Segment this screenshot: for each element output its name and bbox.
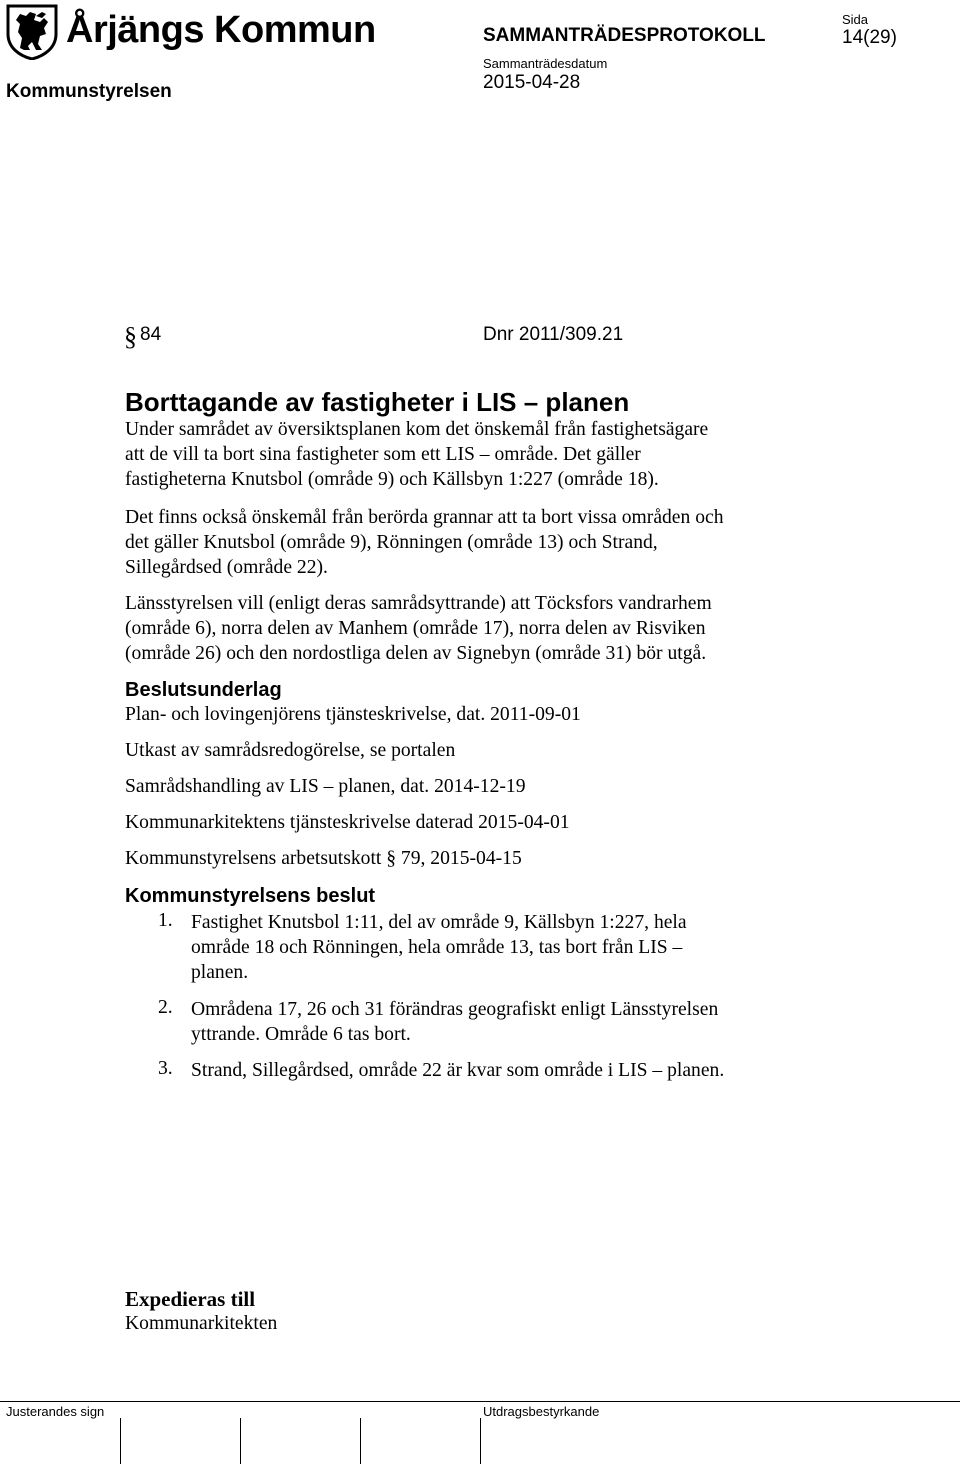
decision-number: 2. xyxy=(158,997,173,1018)
page-number: 14(29) xyxy=(842,27,897,48)
meeting-date-label: Sammanträdesdatum xyxy=(483,56,608,71)
certification-label: Utdragsbestyrkande xyxy=(483,1404,600,1419)
signature-box-divider xyxy=(240,1418,241,1464)
reference-item: Utkast av samrådsredogörelse, se portalen xyxy=(125,740,456,761)
reference-item: Kommunstyrelsens arbetsutskott § 79, 2015-04-15 xyxy=(125,848,522,869)
body-paragraph-2 xyxy=(125,505,825,580)
paragraph-line: (område 6), norra delen av Manhem (område 17), norra delen av Risviken xyxy=(125,618,706,639)
paragraph-line: Sillegårdsed (område 22). xyxy=(125,557,328,578)
signature-box-divider xyxy=(120,1418,121,1464)
decision-line: område 18 och Rönningen, hela område 13, tas bort från LIS – xyxy=(191,937,683,958)
paragraph-line: fastigheterna Knutsbol (område 9) och Källsbyn 1:227 (område 18). xyxy=(125,469,659,490)
decision-number: 3. xyxy=(158,1058,173,1079)
decision-text xyxy=(191,997,718,1047)
paragraph-symbol: § xyxy=(124,322,137,351)
diary-number: Dnr 2011/309.21 xyxy=(483,324,624,345)
body-paragraph-1 xyxy=(125,417,825,492)
signature-box-divider xyxy=(360,1418,361,1464)
footer-divider xyxy=(0,1401,960,1402)
decision-text xyxy=(191,910,687,985)
decision-heading: Kommunstyrelsens beslut xyxy=(125,885,376,907)
paragraph-line: (område 26) och den nordostliga delen av Signebyn (område 31) bör utgå. xyxy=(125,643,707,664)
decision-number: 1. xyxy=(158,910,173,931)
page-label: Sida xyxy=(842,12,869,27)
body-paragraph-3 xyxy=(125,591,825,666)
reference-item: Kommunarkitektens tjänsteskrivelse daterad 2015-04-01 xyxy=(125,812,570,833)
decision-line: Områdena 17, 26 och 31 förändras geografiskt enligt Länsstyrelsen xyxy=(191,999,719,1020)
section-title: Borttagande av fastigheter i LIS – planen xyxy=(125,387,630,417)
organization: Kommunstyrelsen xyxy=(6,81,172,102)
coat-of-arms-lion-icon xyxy=(6,4,58,60)
decision-basis-heading: Beslutsunderlag xyxy=(125,679,282,701)
document-type: SAMMANTRÄDESPROTOKOLL xyxy=(483,25,766,46)
distribution-recipient: Kommunarkitekten xyxy=(125,1313,278,1334)
paragraph-line: att de vill ta bort sina fastigheter som ett LIS – område. Det gäller xyxy=(125,444,641,465)
paragraph-line: Länsstyrelsen vill (enligt deras samrådsyttrande) att Töcksfors vandrarhem xyxy=(125,593,712,614)
reference-item: Plan- och lovingenjörens tjänsteskrivelse, dat. 2011-09-01 xyxy=(125,704,581,725)
paragraph-line: Det finns också önskemål från berörda grannar att ta bort vissa områden och xyxy=(125,507,724,528)
paragraph-line: Under samrådet av översiktsplanen kom det önskemål från fastighetsägare xyxy=(125,419,709,440)
reference-item: Samrådshandling av LIS – planen, dat. 2014-12-19 xyxy=(125,776,526,797)
decision-text xyxy=(191,1058,724,1083)
decision-line: planen. xyxy=(191,962,249,983)
decision-line: yttrande. Område 6 tas bort. xyxy=(191,1024,411,1045)
signature-box-divider xyxy=(480,1418,481,1464)
adjuster-signature-label: Justerandes sign xyxy=(6,1404,105,1419)
distribution-heading: Expedieras till xyxy=(125,1287,256,1311)
decision-line: Fastighet Knutsbol 1:11, del av område 9, Källsbyn 1:227, hela xyxy=(191,912,687,933)
meeting-date: 2015-04-28 xyxy=(483,72,581,93)
decision-line: Strand, Sillegårdsed, område 22 är kvar som område i LIS – planen. xyxy=(191,1060,725,1081)
municipality-name: Årjängs Kommun xyxy=(66,9,376,51)
paragraph-line: det gäller Knutsbol (område 9), Rönningen (område 13) och Strand, xyxy=(125,532,658,553)
paragraph-number: 84 xyxy=(140,324,162,345)
